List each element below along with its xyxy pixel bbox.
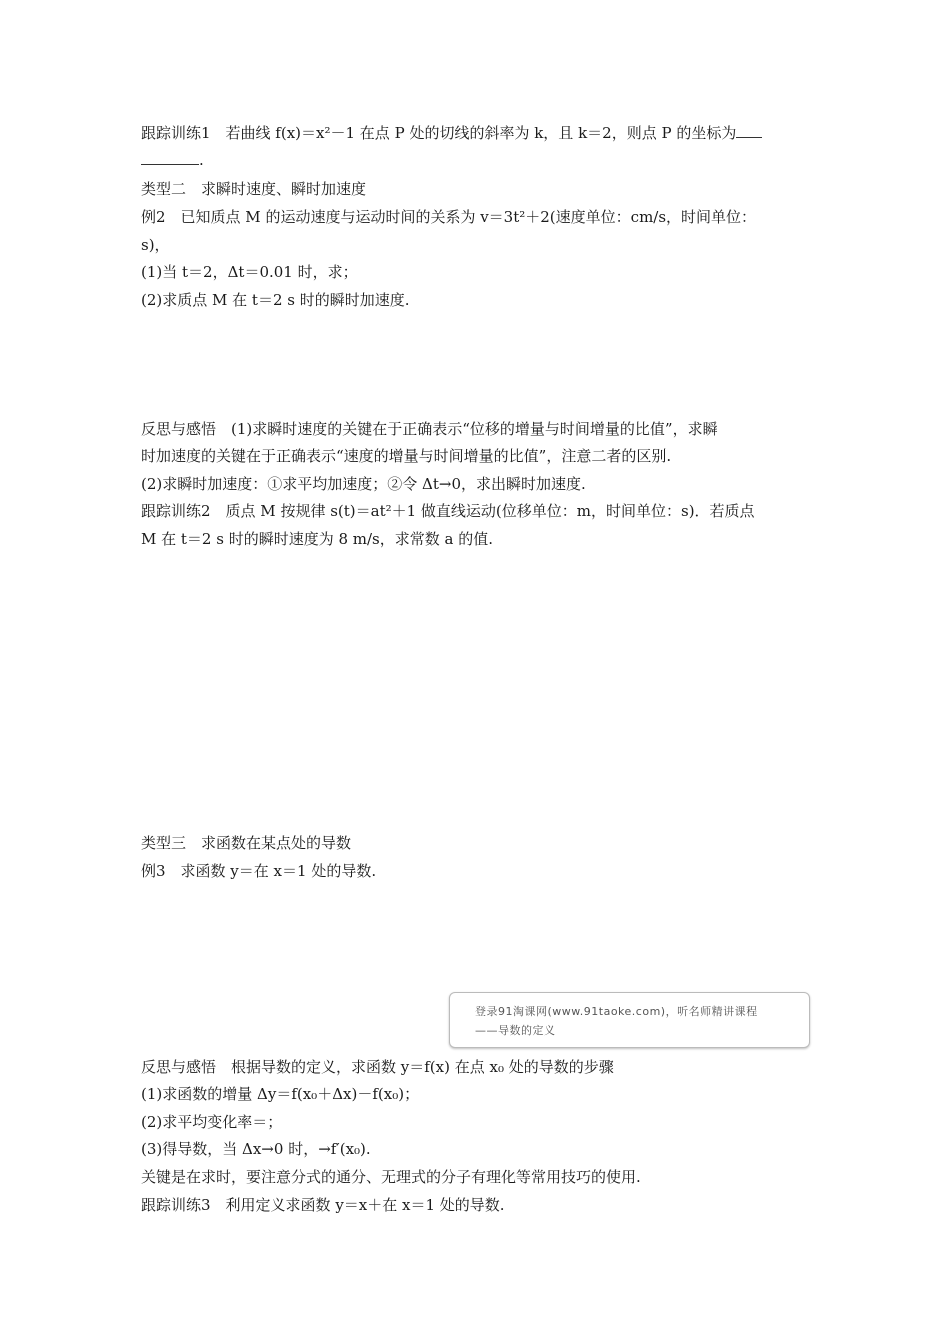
practice-1-line1 [141,123,762,143]
reflection2-step2: (2)求平均变化率＝； [141,1113,283,1131]
course-topic: ——导数的定义 [475,1024,556,1037]
course-link-banner[interactable] [449,992,810,1048]
reflection1-line3: (2)求瞬时加速度：①求平均加速度；②令 Δt→0，求出瞬时加速度. [141,475,586,493]
example2-line1: 例2 已知质点 M 的运动速度与运动时间的关系为 v＝3t²＋2(速度单位：cm/s，时间单位： [141,208,757,226]
practice2-line1: 跟踪训练2 质点 M 按规律 s(t)＝at²＋1 做直线运动(位移单位：m，时间单位：s)．若质点 [141,502,755,520]
reflection2-key: 关键是在求时，要注意分式的通分、无理式的分子有理化等常用技巧的使用. [141,1168,641,1186]
example2-question1: (1)当 t＝2，Δt＝0.01 时，求； [141,263,358,281]
reflection2-step1: (1)求函数的增量 Δy＝f(x₀＋Δx)－f(x₀)； [141,1085,420,1103]
practice-1-end: . [199,151,204,169]
practice-1-text: 跟踪训练1 若曲线 f(x)＝x²－1 在点 P 处的切线的斜率为 k，且 k＝2，则点 P 的坐标为 [141,124,737,142]
course-link-text[interactable]: 登录91淘课网(www.91taoke.com)，听名师精讲课程 [475,1005,758,1018]
type3-heading: 类型三 求函数在某点处的导数 [141,834,352,852]
example2-question2: (2)求质点 M 在 t＝2 s 时的瞬时加速度. [141,291,410,309]
reflection2-line1: 反思与感悟 根据导数的定义，求函数 y＝f(x) 在点 x₀ 处的导数的步骤 [141,1058,614,1076]
practice3: 跟踪训练3 利用定义求函数 y＝x＋在 x＝1 处的导数. [141,1196,505,1214]
example2-line2: s)， [141,236,170,254]
answer-blank-continued[interactable] [141,150,199,165]
type2-heading: 类型二 求瞬时速度、瞬时加速度 [141,180,367,198]
practice2-line2: M 在 t＝2 s 时的瞬时速度为 8 m/s，求常数 a 的值. [141,530,494,548]
reflection1-line1: 反思与感悟 (1)求瞬时速度的关键在于正确表示“位移的增量与时间增量的比值”，求瞬 [141,420,718,438]
practice-1-line2 [141,150,204,170]
answer-blank[interactable] [736,123,762,138]
reflection2-step3: (3)得导数，当 Δx→0 时，→f′(x₀). [141,1140,371,1158]
example3: 例3 求函数 y＝在 x＝1 处的导数. [141,862,377,880]
reflection1-line2: 时加速度的关键在于正确表示“速度的增量与时间增量的比值”，注意二者的区别. [141,447,672,465]
